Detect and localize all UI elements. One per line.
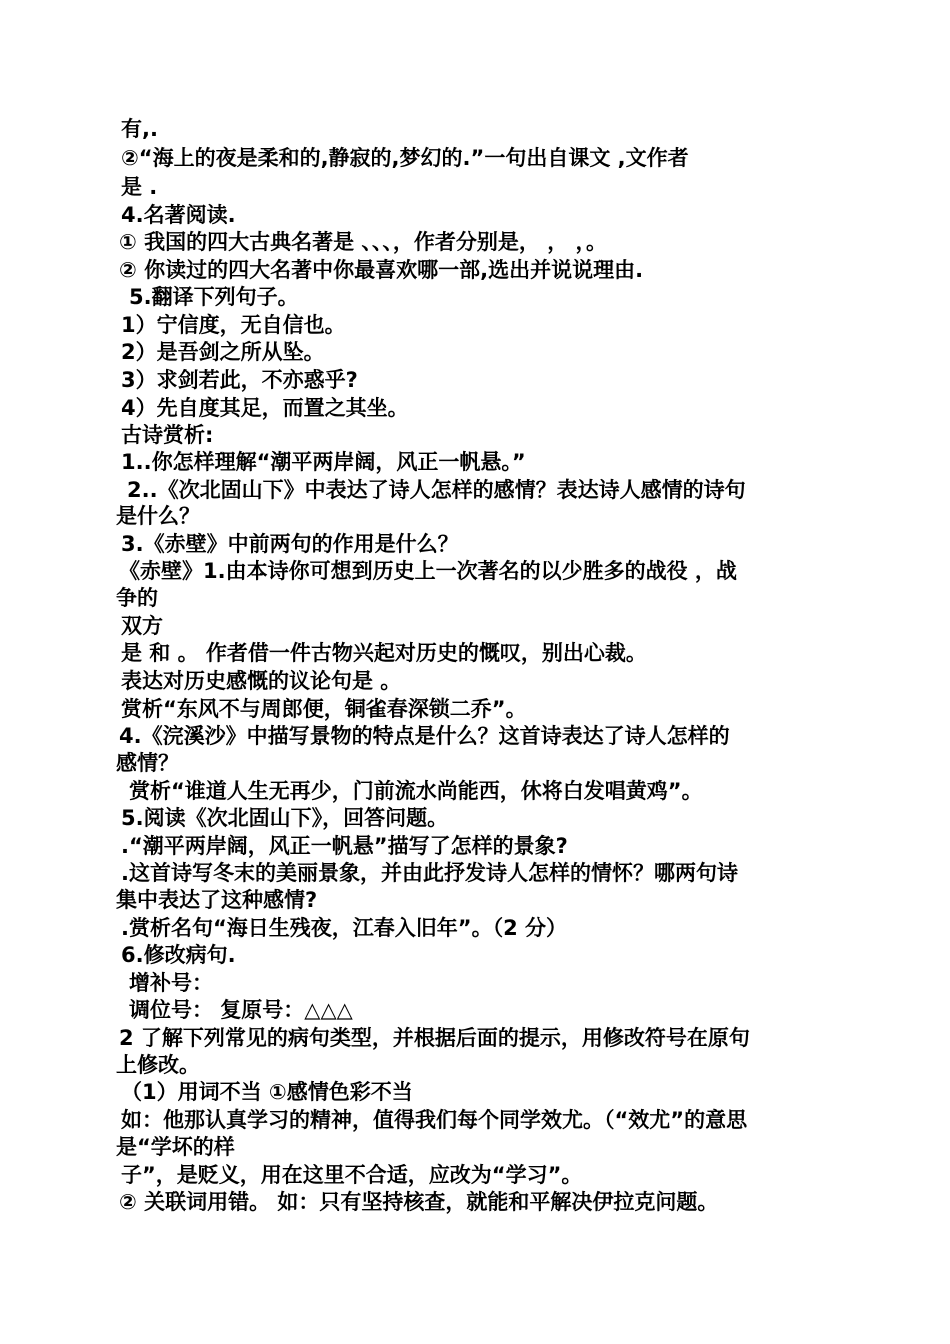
text-line: 5.翻译下列句子。	[129, 285, 299, 309]
text-line: 争的	[116, 586, 158, 610]
text-line: 是什么？	[116, 504, 200, 528]
text-line: 2..《次北固山下》中表达了诗人怎样的感情？表达诗人感情的诗句	[127, 478, 746, 502]
text-line: 是 .	[121, 175, 158, 199]
text-line: 2 了解下列常见的病句类型，并根据后面的提示，用修改符号在原句	[119, 1026, 750, 1050]
text-line: 感情？	[116, 751, 179, 775]
text-line: ②“海上的夜是柔和的,静寂的,梦幻的.”一句出自课文 ,文作者	[121, 146, 689, 170]
text-line: 集中表达了这种感情?	[116, 888, 318, 912]
text-line: 子”，是贬义，用在这里不合适，应改为“学习”。	[121, 1163, 583, 1187]
text-line: 1）宁信度，无自信也。	[121, 313, 346, 337]
text-line: 调位号： 复原号：△△△	[129, 998, 353, 1022]
text-line: 4.《浣溪沙》中描写景物的特点是什么？这首诗表达了诗人怎样的	[119, 724, 730, 748]
text-line: 是 和 。 作者借一件古物兴起对历史的慨叹，别出心裁。	[121, 641, 647, 665]
text-line: 5.阅读《次北固山下》，回答问题。	[121, 806, 449, 830]
text-line: ② 关联词用错。 如：只有坚持核查，就能和平解决伊拉克问题。	[119, 1190, 719, 1214]
text-line: 4）先自度其足，而置之其坐。	[121, 396, 409, 420]
text-line: 上修改。	[116, 1053, 200, 1077]
text-line: 增补号：	[129, 971, 213, 995]
text-line: ② 你读过的四大名著中你最喜欢哪一部,选出并说说理由.	[119, 258, 644, 282]
text-line: .“潮平两岸阔，风正一帆悬”描写了怎样的景象?	[121, 834, 568, 858]
text-line: 2）是吾剑之所从坠。	[121, 340, 325, 364]
text-line: 3.《赤壁》中前两句的作用是什么？	[121, 532, 459, 556]
text-line: 赏析“谁道人生无再少，门前流水尚能西，休将白发唱黄鸡”。	[129, 779, 703, 803]
text-line: .赏析名句“海日生残夜，江春入旧年”。（2 分）	[121, 916, 568, 940]
text-line: 古诗赏析:	[121, 423, 214, 447]
text-line: 双方	[121, 614, 163, 638]
text-line: 《赤壁》1.由本诗你可想到历史上一次著名的以少胜多的战役 ，战	[119, 559, 737, 583]
text-line: ① 我国的四大古典名著是 、、、，作者分别是， ， ，。	[119, 230, 608, 254]
text-line: 如：他那认真学习的精神，值得我们每个同学效尤。（“效尤”的意思	[121, 1108, 748, 1132]
text-line: 有,.	[121, 117, 158, 141]
text-line: 4.名著阅读.	[121, 203, 236, 227]
text-line: 6.修改病句.	[121, 943, 236, 967]
text-line: （1）用词不当 ①感情色彩不当	[121, 1080, 413, 1104]
text-line: 3）求剑若此，不亦惑乎?	[121, 368, 358, 392]
text-line: 1..你怎样理解“潮平两岸阔，风正一帆悬。”	[121, 450, 526, 474]
text-line: 表达对历史感慨的议论句是 。	[121, 669, 402, 693]
text-line: .这首诗写冬末的美丽景象，并由此抒发诗人怎样的情怀？哪两句诗	[121, 861, 738, 885]
text-line: 是“学坏的样	[116, 1135, 235, 1159]
text-line: 赏析“东风不与周郎便，铜雀春深锁二乔”。	[121, 697, 527, 721]
